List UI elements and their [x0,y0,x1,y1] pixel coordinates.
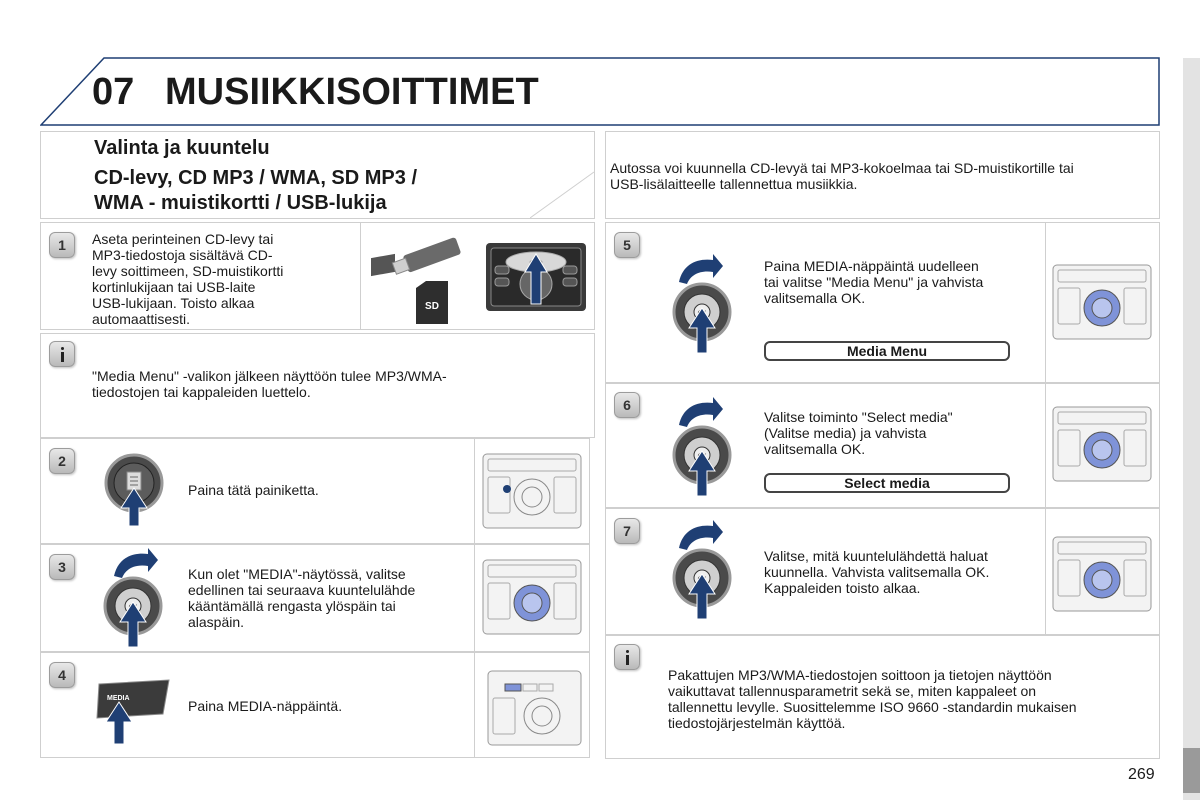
cd-slot-illustration [485,242,587,312]
info-1-text [92,368,572,400]
text-line: MP3-tiedostoja sisältävä CD- [92,247,273,263]
divider [1045,508,1046,635]
intro-text [610,160,1155,192]
console-illustration-6 [1052,406,1152,482]
text-line: "Media Menu" -valikon jälkeen näyttöön tulee MP3/WMA- [92,368,447,384]
select-media-button[interactable]: Select media [764,473,1010,493]
info-2-text [668,667,1148,731]
text-line: Valitse toiminto "Select media" [764,409,953,425]
rotary-knob-illustration [665,393,735,498]
text-line: vaikuttavat tallennusparametrit sekä se, miten kappaleet on [668,683,1037,699]
text-line: Kun olet "MEDIA"-näytössä, valitse [188,566,406,582]
info-icon [49,341,75,367]
console-illustration-7 [1052,536,1152,612]
text-line: tallennettu levylle. Suosittelemme ISO 9660 -standardin mukaisen [668,699,1077,715]
list-button-illustration [103,452,165,528]
step-4-badge: 4 [49,662,75,688]
page-edge-tab [1183,58,1200,800]
text-line: Kappaleiden toisto alkaa. [764,580,921,596]
sd-label: SD [425,301,439,312]
text-line: Pakattujen MP3/WMA-tiedostojen soittoon ja tietojen näyttöön [668,667,1052,683]
text-line: Paina MEDIA-näppäintä uudelleen [764,258,979,274]
media-key-label: MEDIA [107,695,130,702]
step-3-badge: 3 [49,554,75,580]
console-illustration-5 [1052,264,1152,340]
text-line: valitsemalla OK. [764,290,866,306]
text-line: kääntämällä rengasta ylöspäin tai [188,598,396,614]
step-3-text [188,566,468,630]
step-1-text [92,231,352,327]
text-line: kuunnella. Vahvista valitsemalla OK. [764,564,990,580]
media-menu-button[interactable]: Media Menu [764,341,1010,361]
section-heading: Valinta ja kuuntelu [94,137,270,159]
page-number: 269 [1128,766,1155,783]
text-line: (Valitse media) ja vahvista [764,425,927,441]
step-5-badge: 5 [614,232,640,258]
chapter-number: 07 [92,71,135,113]
text-line: tiedostojärjestelmän käyttöä. [668,715,846,731]
divider [474,652,475,758]
text-line: tiedostojen tai kappaleiden luettelo. [92,384,311,400]
divider [1045,222,1046,383]
page-edge-marker [1183,748,1200,793]
text-line: USB-lukijaan. Toisto alkaa [92,295,255,311]
rotary-knob-illustration [100,544,170,649]
text-line: Valitse, mitä kuuntelulähdettä haluat [764,548,988,564]
text-line: edellinen tai seuraava kuuntelulähde [188,582,416,598]
step-5-text [764,258,1044,306]
text-line: kortinlukijaan tai USB-laite [92,279,256,295]
divider [474,544,475,652]
chapter-title: MUSIIKKISOITTIMET [165,71,539,113]
usb-sd-illustration [366,226,466,326]
section-subheading-1: CD-levy, CD MP3 / WMA, SD MP3 / [94,167,418,189]
intro-line: USB-lisälaitteelle tallennettua musiikkia. [610,176,858,192]
step-6-badge: 6 [614,392,640,418]
text-line: tai valitse "Media Menu" ja vahvista [764,274,984,290]
text-line: automaattisesti. [92,311,191,327]
console-illustration-3 [482,559,582,635]
info-icon [614,644,640,670]
step-7-text [764,548,1044,596]
title-box-corner [530,170,596,220]
step-2-text: Paina tätä painiketta. [188,482,319,498]
console-illustration-2 [482,453,582,529]
text-line: Aseta perinteinen CD-levy tai [92,231,274,247]
step-6-text [764,409,1044,457]
rotary-knob-illustration [665,250,735,355]
step-4-text: Paina MEDIA-näppäintä. [188,698,343,714]
text-line: levy soittimeen, SD-muistikortti [92,263,284,279]
text-line: alaspäin. [188,614,245,630]
step-2-badge: 2 [49,448,75,474]
divider [360,222,361,330]
text-line: valitsemalla OK. [764,441,866,457]
step-1-badge: 1 [49,232,75,258]
media-key-illustration [95,676,175,746]
divider [474,438,475,544]
divider [1045,383,1046,508]
section-subheading-2: WMA - muistikortti / USB-lukija [94,192,387,214]
intro-line: Autossa voi kuunnella CD-levyä tai MP3-kokoelmaa tai SD-muistikortille tai [610,160,1074,176]
console-illustration-4 [487,670,582,746]
rotary-knob-illustration [665,516,735,621]
step-7-badge: 7 [614,518,640,544]
